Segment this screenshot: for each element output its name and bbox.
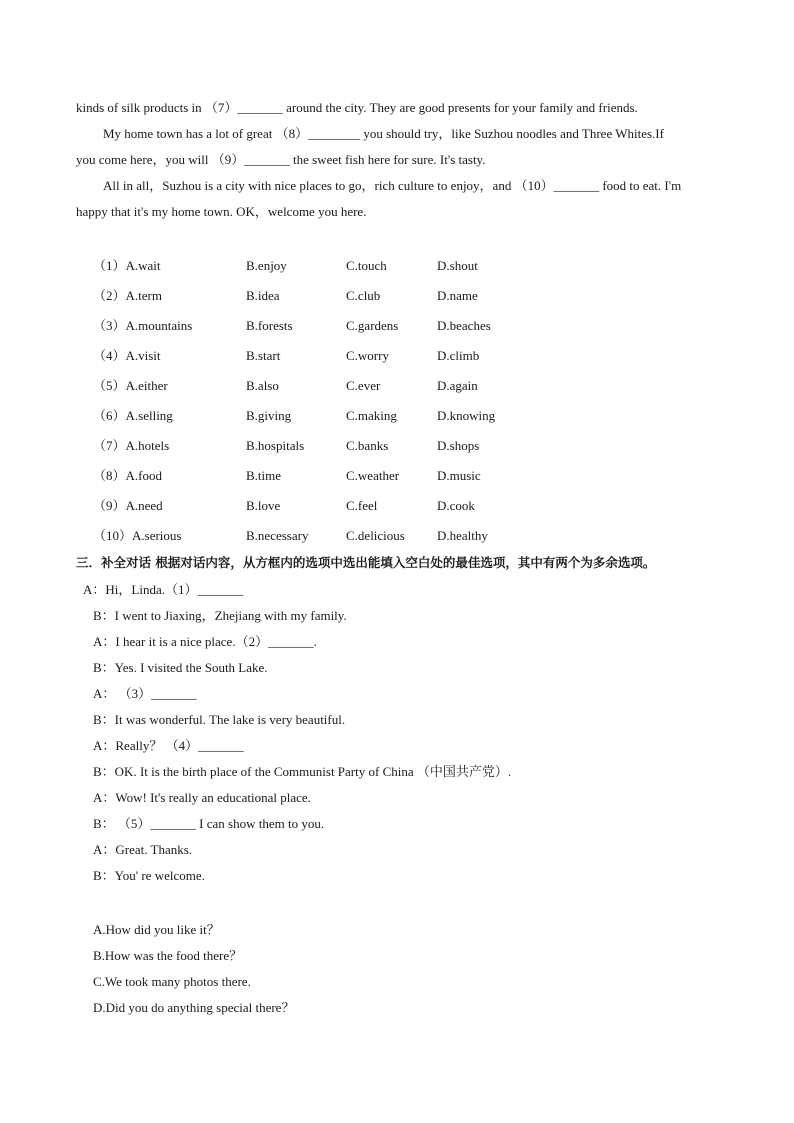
option-c: C.delicious bbox=[346, 528, 405, 543]
option-c: C.gardens bbox=[346, 318, 399, 333]
option-a: （1）A.wait bbox=[93, 258, 161, 273]
option-a: （7）A.hotels bbox=[93, 438, 170, 453]
option-c: C.making bbox=[346, 408, 397, 423]
option-c: C.weather bbox=[346, 468, 400, 483]
passage-line-5: happy that it's my home town. OK，welcome you here. bbox=[76, 204, 367, 219]
option-a: （9）A.need bbox=[93, 498, 163, 513]
option-d: D.climb bbox=[437, 348, 480, 363]
option-d: D.knowing bbox=[437, 408, 496, 423]
dialog-line: B：It was wonderful. The lake is very beautiful. bbox=[93, 712, 346, 727]
dialog-line: A：Hi，Linda.（1）_______ bbox=[83, 582, 243, 597]
choice-a: A.How did you like it？ bbox=[93, 922, 220, 937]
option-b: B.giving bbox=[246, 408, 292, 423]
dialog-line: A：I hear it is a nice place.（2）_______. bbox=[93, 634, 317, 649]
dialog-line: B： （5）_______ I can show them to you. bbox=[93, 816, 325, 831]
option-b: B.idea bbox=[246, 288, 280, 303]
dialog-line: A：Wow! It's really an educational place. bbox=[93, 790, 311, 805]
option-b: B.love bbox=[246, 498, 281, 513]
option-b: B.start bbox=[246, 348, 281, 363]
dialog-line: B：Yes. I visited the South Lake. bbox=[93, 660, 268, 675]
passage-line-4: All in all，Suzhou is a city with nice places to go，rich culture to enjoy，and （10）_______ food to eat. I'm bbox=[103, 178, 682, 193]
dialog-line: B：OK. It is the birth place of the Communist Party of China （中国共产党）. bbox=[93, 764, 512, 779]
option-a: （5）A.either bbox=[93, 378, 168, 393]
option-c: C.club bbox=[346, 288, 381, 303]
passage-line-3: you come here，you will （9）_______ the sweet fish here for sure. It's tasty. bbox=[76, 152, 486, 167]
option-c: C.ever bbox=[346, 378, 381, 393]
choice-d: D.Did you do anything special there？ bbox=[93, 1000, 295, 1015]
dialog-line: A：Great. Thanks. bbox=[93, 842, 193, 857]
option-a: （8）A.food bbox=[93, 468, 162, 483]
option-d: D.beaches bbox=[437, 318, 491, 333]
option-b: B.time bbox=[246, 468, 282, 483]
option-d: D.cook bbox=[437, 498, 475, 513]
option-a: （6）A.selling bbox=[93, 408, 173, 423]
option-d: D.name bbox=[437, 288, 478, 303]
choice-c: C.We took many photos there. bbox=[93, 974, 251, 989]
choice-b: B.How was the food there？ bbox=[93, 948, 243, 963]
option-b: B.necessary bbox=[246, 528, 309, 543]
option-c: C.feel bbox=[346, 498, 378, 513]
option-b: B.enjoy bbox=[246, 258, 287, 273]
passage-line-2: My home town has a lot of great （8）________ you should try，like Suzhou noodles and Three Whites.If bbox=[103, 126, 664, 141]
option-d: D.shout bbox=[437, 258, 478, 273]
dialog-line: B：You' re welcome. bbox=[93, 868, 205, 883]
option-c: C.banks bbox=[346, 438, 389, 453]
option-d: D.music bbox=[437, 468, 481, 483]
option-d: D.healthy bbox=[437, 528, 488, 543]
option-b: B.also bbox=[246, 378, 279, 393]
dialog-line: A：Really？ （4）_______ bbox=[93, 738, 244, 753]
option-a: （4）A.visit bbox=[93, 348, 161, 363]
section-3-title: 三．补全对话 根据对话内容，从方框内的选项中选出能填入空白处的最佳选项，其中有两个为多余选项。 bbox=[76, 555, 656, 570]
option-b: B.hospitals bbox=[246, 438, 305, 453]
dialog-line: B：I went to Jiaxing，Zhejiang with my family. bbox=[93, 608, 347, 623]
option-d: D.shops bbox=[437, 438, 480, 453]
option-c: C.worry bbox=[346, 348, 389, 363]
option-a: （3）A.mountains bbox=[93, 318, 193, 333]
option-a: （10）A.serious bbox=[93, 528, 182, 543]
option-c: C.touch bbox=[346, 258, 387, 273]
passage-line-1: kinds of silk products in （7）_______ around the city. They are good presents for your family and friends. bbox=[76, 100, 638, 115]
option-b: B.forests bbox=[246, 318, 293, 333]
dialog-line: A： （3）_______ bbox=[93, 686, 197, 701]
option-a: （2）A.term bbox=[93, 288, 162, 303]
option-d: D.again bbox=[437, 378, 478, 393]
